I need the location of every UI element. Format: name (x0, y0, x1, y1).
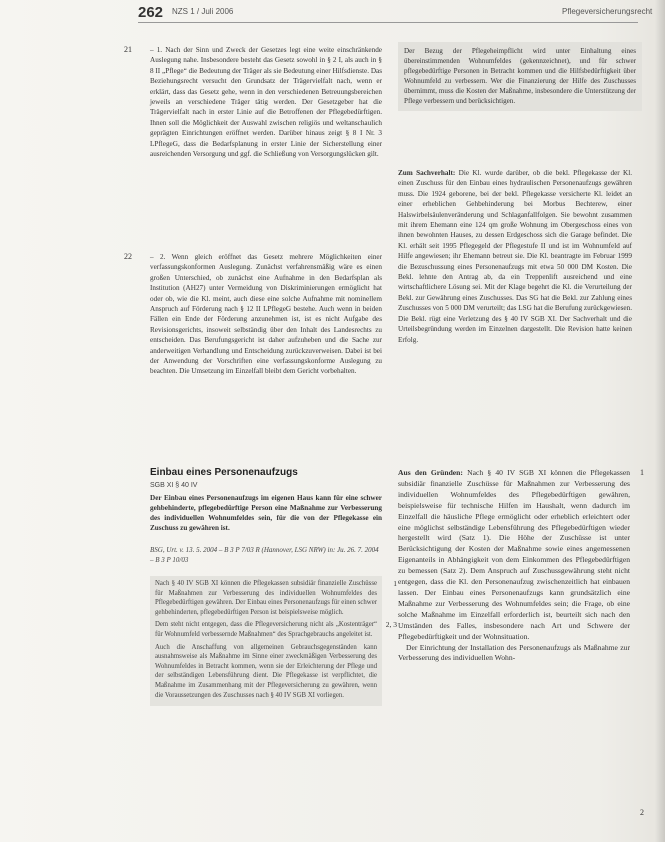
left-column-top (150, 45, 382, 159)
box-text: Der Bezug der Pflegeheimpflicht wird unter Einhaltung eines übereinstimmenden Wohnumfeldes (gekennzeichnet), und für schwer pflegebedürftige Personen in Betracht kommen und die Hilfsbedürftigkeit über Wohnumfeld zu verbessern. Wer die Finanzierung der Hilfe des Zuschusses übernimmt, muss die Kosten der Maßnahme, insbesondere die Unterstützung der Pflege verbessern und berücksichtigen. (404, 47, 636, 106)
margin-number: 1 (393, 579, 397, 588)
reasons-lead: Aus den Gründen: (398, 468, 463, 477)
scan-shadow-edge (655, 0, 665, 842)
margin-number: 21 (124, 45, 132, 54)
section-title: Einbau eines Personenaufzugs (150, 467, 298, 478)
paragraph: – 2. Wenn gleich eröffnet das Gesetz mehrere Möglichkeiten einer verfassungskonformen Auslegung. Zunächst verfahrensmäßig wäre es einen großen Unterschied, ob zunächst eine Aufnahme in den Bedarfsplan als Institution (AH27) unter Vermeidung von Diskriminierungen ermöglicht hat oder ob, wie die Kl. meint, auch diese eine solche Aufnahme mit nominellem Anspruch auf Förderung nach § 12 II LPflegeG bestehe. Auch wenn in beiden Fällen ein Ende der Förderung anzunehmen ist, ist es nicht Aufgabe des Revisionsgerichts, insoweit selbständig über den Inhalt des Landesrechts zu entscheiden. Das Berufungsgericht ist daher aufzuheben und die Sache zur anderweitigen Verhandlung und Entscheidung zurückzuverweisen. Dabei ist bei der Anwendung der Vorschriften eine verfassungskonforme Auslegung zu beachten. Die Umsetzung im Einzelfall bleibt dem Gericht vorbehalten. (150, 253, 382, 376)
headnote-text: Auch die Anschaffung von allgemeinen Gebrauchsgegenständen kann ausnahmsweise als Maßnahme im Sinne einer zweckmäßigen Verbesserung des Wohnumfeldes in Betracht kommen, wenn sie der Erleichterung der Pflege und der selbständigen Lebensführung dient. Die Pflegekasse ist verpflichtet, die Maßnahme im Zusammenhang mit der Pflegeversicherung zu gewähren, wenn die Voraussetzungen des Zuschusses nach § 40 IV SGB XI vorliegen. (155, 643, 377, 699)
journal-header: NZS 1 / Juli 2006 (172, 7, 234, 16)
headnote-paragraph (155, 643, 377, 701)
right-summary-box (398, 42, 642, 111)
section-abstract: Der Einbau eines Personenaufzugs im eigenen Haus kann für eine schwer gehbehinderte, pflegebedürftige Person eine Maßnahme zur Verbesserung des individuellen Wohnumfeldes sein, für die von der Pflegekasse ein Zuschuss zu gewähren ist. (150, 494, 382, 532)
headnote-text: Dem steht nicht entgegen, dass die Pflegeversicherung nicht als „Kostenträger“ für Wohnumfeld verbessernde Maßnahmen“ des Sprachgebrauchs angeleitet ist. (155, 621, 377, 638)
headnote-paragraph (155, 620, 397, 639)
section-header: Pflegeversicherungsrecht (562, 7, 653, 16)
headnote-paragraph (155, 579, 397, 617)
right-column-reasons (398, 468, 630, 664)
margin-number: 22 (124, 252, 132, 261)
margin-number: 2, 3 (385, 620, 397, 630)
reasons-text: Nach § 40 IV SGB XI können die Pflegekassen subsidiär finanzielle Zuschüsse für Maßnahmen zur Verbesserung des individuellen Wohnumfeldes des Pflegebedürftigen gewähren, beispielsweise für technische Hilfen im Haushalt, wenn dadurch im Einzelfall die häusliche Pflege ermöglicht oder erheblich erleichtert oder eine möglichst selbständige Lebensführung des Pflegebedürftigen wieder hergestellt wird (Satz 1). Die Höhe der Zuschüsse ist unter Berücksichtigung der Kosten der Maßnahme sowie eines angemessenen Eigenanteils in Abhängigkeit von dem Einkommen des Pflegebedürftigen zu bemessen (Satz 2). Dem Anspruch auf Zuschussgewährung steht nicht entgegen, dass die Kl. den Personenaufzug zwischenzeitlich hat einbauen lassen. Der Einbau eines Personenaufzugs kann grundsätzlich eine Maßnahme zur Verbesserung des Wohnumfeldes sein; die Frage, ob eine solche Maßnahme im Einzelfall erforderlich ist, beurteilt sich nach den Umständen des Falles, insbesondere nach Art und Schwere der Pflegebedürftigkeit und der Wohnsituation. (398, 468, 630, 641)
facts-lead: Zum Sachverhalt: (398, 169, 456, 177)
facts-text: Die Kl. wurde darüber, ob die bekl. Pflegekasse der Kl. einen Zuschuss für den Einbau eines hydraulischen Personenaufzugs gewähren muss. Die 1924 geborene, bei der bekl. Pflegekasse versicherte Kl. leidet an einer erheblichen Gehbehinderung bei Morbus Bechterew, einer Halswirbelsäulenveränderung und Schlaganfallfolgen. Sie bewohnt zusammen mit ihrem Ehemann eine 124 qm große Wohnung im Obergeschoss eines von ihnen bewohnten Hauses, zu dessen Erdgeschoss sich die Garage befindet. Die Kl. erhält seit 1995 Pflegegeld der Pflegestufe II und ist im Wohnumfeld auf Hilfe angewiesen; ihr Ehemann betreut sie. Die Kl. beantragte im Februar 1999 die Bezuschussung eines Personenaufzugs mit etwa 50 000 DM Kosten. Die Bekl. lehnte den Antrag ab, da ein Treppenlift ausreichend und eine wirtschaftlichere Lösung sei. Mit der Klage begehrt die Kl. die Verurteilung der Bekl. zur Gewährung eines Zuschusses. Das SG hat die Bekl. zur Zahlung eines Zuschusses von 5 000 DM verurteilt; das LSG hat die Berufung zurückgewiesen. Die Bekl. rügt eine Verletzung des § 40 IV SGB XI. Der Sachverhalt und die Urteilsbegründung werden im Einzelnen dargestellt. Die Revision hatte keinen Erfolg. (398, 169, 633, 344)
headnote-box (150, 576, 397, 706)
margin-number: 1 (640, 468, 644, 477)
headnote-text: Nach § 40 IV SGB XI können die Pflegekassen subsidiär finanzielle Zuschüsse für Maßnahmen zur Verbesserung des individuellen Wohnumfeldes des Pflegebedürftigen gewähren. Der Einbau eines Personenaufzugs für einen schwer gehbehinderten, pflegebedürftigen Person ist beispielsweise möglich. (155, 580, 377, 616)
right-column-facts (398, 168, 632, 345)
reasons-paragraph-2: Der Einrichtung der Installation des Personenaufzugs als Maßnahme zur Verbesserung des individuellen Wohn- (398, 642, 630, 663)
header-rule (138, 22, 638, 23)
page-number: 262 (138, 4, 164, 21)
margin-number: 2 (640, 808, 644, 817)
paragraph: – 1. Nach der Sinn und Zweck der Gesetzes legt eine weite einschränkende Auslegung nahe. Insbesondere besteht das Gesetz sowohl in § 2 I, als auch in § 8 II „Pflege“ die Bedeutung der Träger als sie Bedeutung einer Hilfsdienste. Das Beziehungsrecht versucht den Grundsatz der Trägervielfalt nach, wenn er erklärt, dass das Gesetz gehe, wenn in den verschiedenen Betreuungsbereichen jeweils an verschiedene Träger tätig werden. Der Gesetzgeber hat die Trägervielfalt nach in erster Linie auf die Betroffenen der Pflegebedürftigen. Ihnen soll die Möglichkeit der Auswahl zwischen religiös und weltanschaulich geprägten Einrichtungen eröffnet werden. Darüber hinaus zeigt § 8 I Nr. 3 LPflegeG, dass die Bedarfsplanung in erster Linie der Sicherstellung einer ausreichenden Versorgung und ggf. die Schließung von Versorgungslücken gilt. (150, 46, 382, 159)
left-column-middle (150, 252, 382, 377)
section-reference: SGB XI § 40 IV (150, 482, 198, 489)
section-citation: BSG, Urt. v. 13. 5. 2004 – B 3 P 7/03 R (Hannover, LSG NRW) in: Ju. 26. 7. 2004 – B 3 P 10/03 (150, 546, 379, 564)
